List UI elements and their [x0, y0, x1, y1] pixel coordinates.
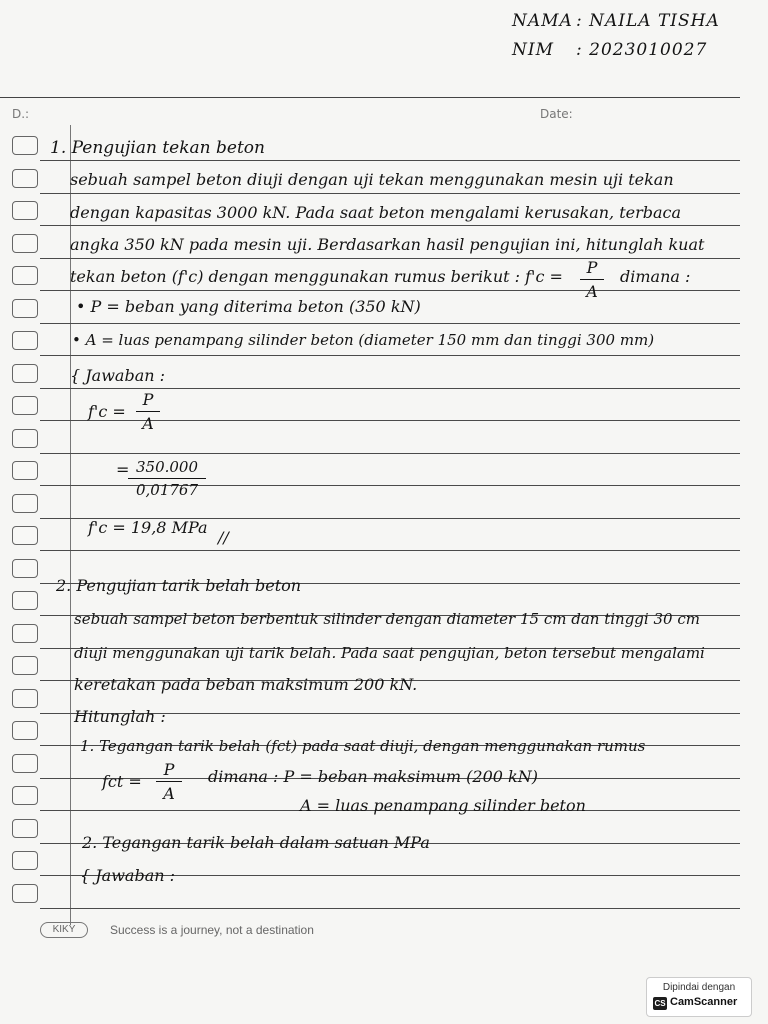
section2-line-2: diuji menggunakan uji tarik belah. Pada saat pengujian, beton tersebut mengalami	[74, 644, 705, 662]
section2-hitunglah: Hitunglah :	[74, 707, 166, 726]
ruled-line	[40, 193, 740, 194]
ruled-line	[40, 225, 740, 226]
result-mark: //	[218, 528, 229, 547]
section1-dimana: dimana :	[620, 267, 691, 286]
paper-date-label: Date:	[540, 107, 573, 121]
formula-numerator: P	[586, 258, 598, 277]
fc-label: f'c =	[88, 402, 126, 421]
formula-denominator: A	[586, 282, 598, 301]
margin-checkbox	[12, 429, 38, 448]
margin-checkbox	[12, 234, 38, 253]
margin-checkbox	[12, 884, 38, 903]
brand-logo: KIKY	[40, 922, 88, 938]
margin-checkbox	[12, 754, 38, 773]
fraction-bar	[580, 279, 604, 280]
fraction-bar	[136, 411, 160, 412]
fct-fraction	[156, 760, 182, 803]
fraction-bar	[128, 478, 206, 479]
ruled-line	[40, 160, 740, 161]
margin-checkbox	[12, 461, 38, 480]
margin-checkbox	[12, 819, 38, 838]
ruled-line	[40, 388, 740, 389]
ruled-line	[40, 908, 740, 909]
eq-numerator: 350.000	[135, 458, 199, 476]
camscanner-logo-icon: CS	[654, 999, 666, 1008]
nim-label: NIM	[512, 40, 554, 60]
ruled-line	[40, 258, 740, 259]
section1-line-3: angka 350 kN pada mesin uji. Berdasarkan hasil pengujian ini, hitunglah kuat	[70, 235, 705, 254]
section1-bullet-p: • P = beban yang diterima beton (350 kN)	[76, 297, 421, 316]
margin-checkbox	[12, 169, 38, 188]
section1-bullet-a: • A = luas penampang silinder beton (diameter 150 mm dan tinggi 300 mm)	[72, 331, 655, 349]
section1-title: 1. Pengujian tekan beton	[50, 138, 265, 158]
margin-checkbox	[12, 136, 38, 155]
fct-dimana-p: dimana : P = beban maksimum (200 kN)	[208, 767, 538, 786]
section2-line-3: keretakan pada beban maksimum 200 kN.	[74, 675, 418, 694]
section1-formula-fraction	[580, 258, 604, 301]
section2-line-1: sebuah sampel beton berbentuk silinder dengan diameter 15 cm dan tinggi 30 cm	[74, 610, 700, 628]
scanner-caption: Dipindai dengan	[662, 982, 736, 993]
ruled-line	[40, 290, 740, 291]
nim-value: : 2023010027	[576, 40, 708, 60]
eq-fraction	[128, 458, 206, 499]
margin-checkbox	[12, 559, 38, 578]
eq-denominator: 0,01767	[135, 481, 199, 499]
fc-result: f'c = 19,8 MPa	[88, 518, 208, 537]
margin-checkbox	[12, 721, 38, 740]
footer-motto: Success is a journey, not a destination	[110, 923, 314, 937]
fraction-bar	[156, 781, 182, 782]
fc-fraction	[136, 390, 160, 433]
scanner-brand: CamScanner	[670, 996, 738, 1008]
margin-checkbox	[12, 591, 38, 610]
eq-prefix: =	[116, 460, 130, 479]
ruled-line	[40, 355, 740, 356]
margin-checkbox	[12, 526, 38, 545]
margin-checkbox	[12, 689, 38, 708]
ruled-line	[40, 550, 740, 551]
fc-denominator: A	[142, 414, 154, 433]
section1-line-4: tekan beton (f'c) dengan menggunakan rumus berikut : f'c =	[70, 267, 563, 286]
margin-checkbox	[12, 201, 38, 220]
nama-label: NAMA	[512, 11, 573, 31]
margin-checkbox	[12, 851, 38, 870]
ruled-line	[40, 323, 740, 324]
section1-line-2: dengan kapasitas 3000 kN. Pada saat beton mengalami kerusakan, terbaca	[70, 203, 682, 222]
margin-checkbox	[12, 656, 38, 675]
fc-numerator: P	[142, 390, 154, 409]
section2-jawaban: { Jawaban :	[80, 866, 176, 885]
margin-checkbox	[12, 266, 38, 285]
fct-dimana-a: A = luas penampang silinder beton	[300, 796, 586, 815]
section2-item-2: 2. Tegangan tarik belah dalam satuan MPa	[82, 833, 430, 852]
section2-title: 2. Pengujian tarik belah beton	[56, 576, 302, 595]
margin-checkbox	[12, 331, 38, 350]
margin-checkbox	[12, 786, 38, 805]
margin-checkbox	[12, 396, 38, 415]
camscanner-badge	[646, 977, 752, 1017]
fct-label: fct =	[102, 772, 142, 791]
margin-checkbox	[12, 299, 38, 318]
paper-top-border	[0, 97, 740, 98]
nama-value: : NAILA TISHA	[576, 11, 720, 31]
margin-checkbox	[12, 494, 38, 513]
fct-denominator: A	[163, 784, 175, 803]
section1-jawaban: { Jawaban :	[70, 366, 166, 385]
ruled-line	[40, 453, 740, 454]
paper-number-label: D.:	[12, 107, 30, 121]
margin-checkbox	[12, 364, 38, 383]
fct-numerator: P	[163, 760, 175, 779]
section2-item-1: 1. Tegangan tarik belah (fct) pada saat diuji, dengan menggunakan rumus	[80, 737, 646, 755]
margin-checkbox	[12, 624, 38, 643]
section1-line-1: sebuah sampel beton diuji dengan uji tekan menggunakan mesin uji tekan	[70, 170, 674, 189]
